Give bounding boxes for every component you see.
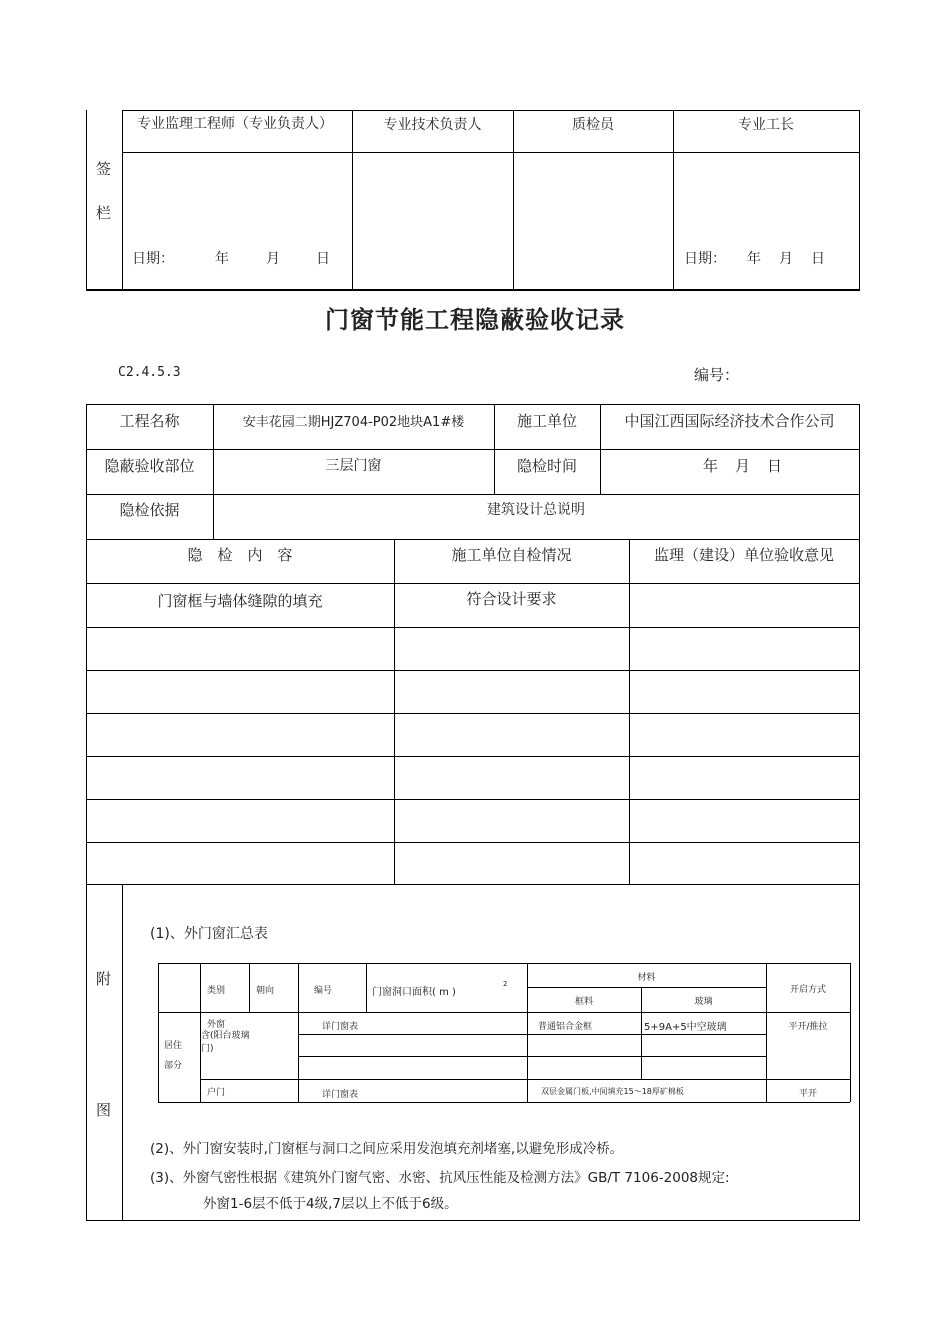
check-row-content: 门窗框与墙体缝隙的填充 [157, 592, 323, 610]
constructor-label: 施工单位 [516, 412, 577, 430]
attach-side-label-2: 图 [96, 1101, 112, 1119]
date-month-left: 月 [266, 251, 280, 267]
page-title: 门窗节能工程隐蔽验收记录 [325, 306, 625, 334]
summary-r2-no: 详门窗表 [322, 1090, 359, 1100]
summary-r2-frame: 双层金属门板,中间填充15～18厚矿棉板 [541, 1087, 684, 1096]
summary-h-area-sup: 2 [503, 980, 508, 988]
date-month-right: 月 [779, 251, 793, 267]
part-label: 隐蔽验收部位 [104, 457, 195, 475]
constructor-value: 中国江西国际经济技术合作公司 [624, 412, 835, 430]
attach-item-3b: 外窗1-6层不低于4级,7层以上不低于6级。 [203, 1196, 458, 1212]
sign-side-label-1: 签 [96, 160, 112, 178]
sign-side-label-2: 栏 [96, 204, 112, 222]
date-day-right: 日 [811, 251, 825, 267]
attach-item-2: (2)、外门窗安装时,门窗框与洞口之间应采用发泡填充剂堵塞,以避免形成冷桥。 [150, 1141, 624, 1157]
number-label: 编号： [694, 366, 740, 384]
time-year: 年 [703, 457, 719, 475]
basis-label: 隐检依据 [119, 501, 180, 519]
check-header-self: 施工单位自检情况 [451, 546, 572, 564]
sign-col-tech-lead: 专业技术负责人 [383, 117, 482, 133]
summary-r2-type: 户门 [207, 1088, 226, 1098]
summary-h-area: 门窗洞口面积( m ) [372, 987, 456, 998]
form-code: C2.4.5.3 [118, 365, 181, 380]
basis-value: 建筑设计总说明 [487, 502, 585, 518]
project-name-value: 安丰花园二期HJZ704-P02地块A1#楼 [242, 415, 465, 430]
summary-h-dir: 朝向 [256, 986, 275, 996]
summary-r1-open: 平开/推拉 [788, 1022, 828, 1032]
summary-r2-open: 平开 [798, 1089, 817, 1099]
sign-col-foreman: 专业工长 [738, 117, 794, 133]
time-month: 月 [735, 457, 751, 475]
summary-r1-glass: 5+9A+5中空玻璃 [644, 1022, 727, 1033]
attach-item-3: (3)、外窗气密性根据《建筑外门窗气密、水密、抗风压性能及检测方法》GB/T 7106-2008规定: [150, 1170, 730, 1186]
project-name-label: 工程名称 [119, 412, 180, 430]
date-label-right: 日期： [684, 251, 726, 267]
time-day: 日 [767, 457, 783, 475]
attach-item-1: (1)、外门窗汇总表 [150, 926, 268, 942]
date-year-right: 年 [747, 251, 761, 267]
summary-h-type: 类别 [207, 986, 226, 996]
summary-h-open: 开启方式 [789, 985, 826, 995]
summary-r1-frame: 普通铝合金框 [538, 1022, 593, 1032]
sign-col-inspector: 质检员 [572, 117, 614, 133]
date-year-left: 年 [215, 251, 229, 267]
summary-h-material: 材料 [637, 973, 656, 983]
summary-r1-no: 详门窗表 [322, 1022, 359, 1032]
attach-side-label-1: 附 [96, 970, 112, 988]
summary-r1-type: 外窗 [207, 1020, 226, 1030]
check-header-supervision: 监理（建设）单位验收意见 [653, 546, 834, 564]
time-label: 隐检时间 [516, 457, 577, 475]
check-header-content: 隐 检 内 容 [187, 546, 293, 564]
summary-r1-type2: 含(阳台玻璃门) [201, 1031, 250, 1054]
summary-h-frame: 框料 [574, 997, 593, 1007]
check-row-self: 符合设计要求 [466, 590, 557, 608]
summary-h-glass: 玻璃 [694, 997, 713, 1007]
date-label-left: 日期： [132, 251, 174, 267]
summary-group-label: 居住部分 [164, 1041, 183, 1071]
sign-col-supervisor: 专业监理工程师（专业负责人） [137, 116, 333, 132]
summary-h-no: 编号 [314, 986, 333, 996]
date-day-left: 日 [316, 251, 330, 267]
part-value: 三层门窗 [325, 458, 382, 474]
